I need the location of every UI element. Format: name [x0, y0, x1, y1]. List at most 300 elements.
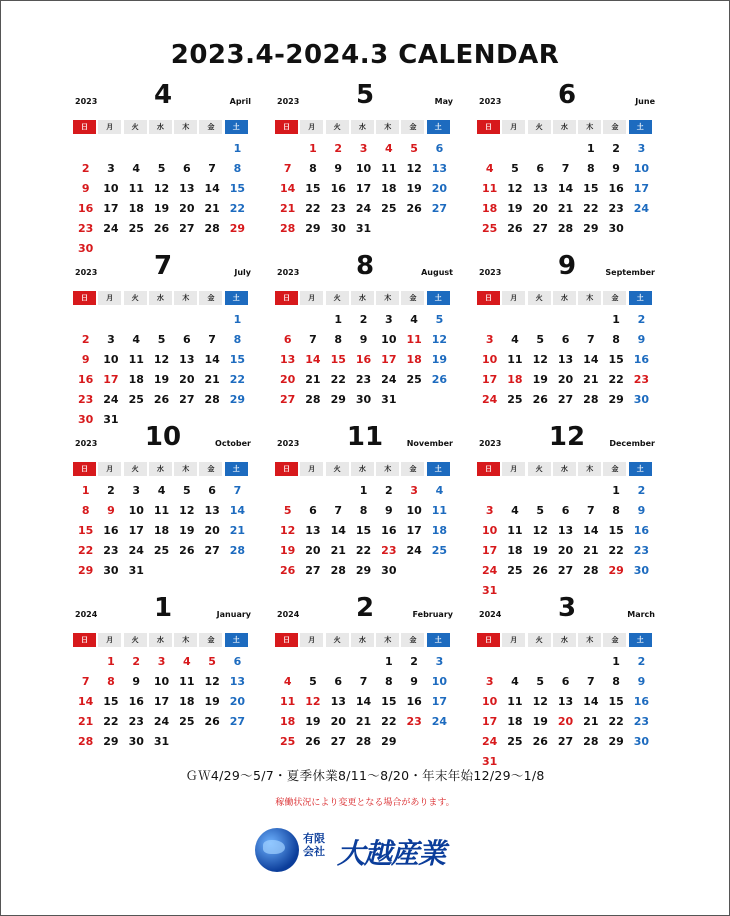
day-cell: 23	[406, 715, 422, 728]
day-grid	[477, 139, 657, 239]
month-number: 10	[144, 422, 182, 452]
empty-cell	[73, 652, 98, 672]
day-cell: 17	[153, 695, 170, 708]
weekday-label: 火	[528, 462, 551, 476]
weekday-label: 火	[326, 291, 349, 305]
day-cell: 3	[107, 162, 115, 175]
day-cell: 18	[179, 695, 195, 708]
day-cell: 8	[233, 333, 242, 346]
month-year: 2023	[277, 268, 300, 277]
day-cell: 12	[179, 504, 195, 517]
day-cell: 20	[305, 544, 321, 557]
day-cell: 21	[355, 715, 372, 728]
day-cell: 5	[536, 675, 545, 688]
day-cell: 5	[157, 333, 166, 346]
month-header	[477, 82, 657, 118]
day-cell: 25	[507, 735, 523, 748]
empty-cell	[477, 652, 502, 672]
day-cell: 16	[103, 524, 119, 537]
weekday-label: 水	[553, 633, 576, 647]
day-cell: 12	[204, 675, 220, 688]
empty-cell	[124, 139, 149, 159]
day-cell: 30	[608, 222, 624, 235]
day-cell: 20	[431, 182, 448, 195]
day-cell: 5	[536, 504, 545, 517]
day-cell: 28	[583, 393, 599, 406]
day-cell: 2	[637, 655, 646, 668]
empty-cell	[553, 652, 578, 672]
day-cell: 18	[128, 373, 144, 386]
empty-cell	[553, 481, 578, 501]
month-number: 6	[557, 80, 577, 110]
day-cell: 24	[128, 544, 144, 557]
day-cell: 20	[330, 715, 346, 728]
weekday-label: 木	[578, 633, 601, 647]
day-cell: 22	[330, 373, 346, 386]
weekday-label: 金	[199, 291, 222, 305]
day-cell: 22	[305, 202, 321, 215]
day-cell: 6	[435, 142, 444, 155]
day-cell: 25	[507, 393, 523, 406]
day-cell: 15	[355, 524, 372, 537]
day-cell: 19	[305, 715, 321, 728]
day-cell: 20	[532, 202, 548, 215]
day-cell: 12	[532, 524, 548, 537]
day-cell: 29	[583, 222, 599, 235]
day-cell: 14	[279, 182, 296, 195]
day-cell: 2	[637, 313, 646, 326]
weekday-label: 火	[326, 120, 349, 134]
day-cell: 7	[283, 162, 292, 175]
weekday-label: 土	[225, 633, 248, 647]
weekday-label: 土	[427, 462, 450, 476]
day-cell: 5	[435, 313, 444, 326]
weekday-label: 金	[603, 120, 626, 134]
logo-company-name: 大越産業	[337, 837, 446, 870]
day-cell: 28	[77, 735, 94, 748]
day-cell: 4	[511, 504, 519, 517]
day-cell: 18	[507, 373, 523, 386]
weekday-label: 土	[225, 120, 248, 134]
day-cell: 8	[385, 675, 393, 688]
empty-cell	[502, 139, 527, 159]
month-header	[275, 253, 455, 289]
day-cell: 11	[179, 675, 195, 688]
weekday-label: 土	[427, 291, 450, 305]
day-cell: 16	[381, 524, 397, 537]
month-year: 2024	[479, 610, 502, 619]
weekday-label: 火	[124, 462, 147, 476]
month-header	[73, 595, 253, 631]
disclaimer-note: 稼働状況により変更となる場合があります。	[275, 798, 455, 808]
day-cell: 4	[410, 313, 418, 326]
weekday-label: 金	[603, 462, 626, 476]
day-cell: 3	[485, 675, 494, 688]
day-cell: 4	[183, 655, 191, 668]
day-cell: 8	[334, 333, 343, 346]
day-cell: 28	[279, 222, 296, 235]
weekday-label: 木	[174, 291, 197, 305]
day-cell: 29	[330, 393, 346, 406]
weekday-header	[477, 120, 657, 134]
month-number: 3	[557, 593, 577, 623]
day-cell: 1	[334, 313, 343, 326]
day-cell: 25	[406, 373, 422, 386]
day-cell: 26	[532, 735, 548, 748]
day-cell: 9	[637, 504, 646, 517]
day-cell: 13	[229, 675, 246, 688]
empty-cell	[528, 310, 553, 330]
day-cell: 20	[557, 373, 574, 386]
day-cell: 15	[608, 524, 624, 537]
day-cell: 18	[431, 524, 448, 537]
day-cell: 30	[633, 393, 650, 406]
weekday-label: 月	[300, 120, 323, 134]
day-cell: 3	[385, 313, 393, 326]
day-cell: 6	[183, 162, 191, 175]
month-english-name: April	[229, 97, 251, 106]
weekday-label: 火	[326, 462, 349, 476]
empty-cell	[326, 652, 351, 672]
day-cell: 26	[153, 393, 170, 406]
day-cell: 8	[81, 504, 90, 517]
weekday-label: 土	[629, 291, 652, 305]
day-cell: 23	[633, 373, 650, 386]
day-cell: 26	[406, 202, 422, 215]
day-cell: 13	[557, 353, 574, 366]
empty-cell	[199, 139, 224, 159]
day-cell: 3	[485, 504, 494, 517]
day-cell: 20	[204, 524, 220, 537]
weekday-header	[477, 633, 657, 647]
day-cell: 17	[481, 544, 498, 557]
empty-cell	[275, 652, 300, 672]
day-cell: 9	[612, 162, 620, 175]
weekday-label: 月	[502, 462, 525, 476]
day-grid	[275, 310, 455, 410]
day-cell: 12	[153, 353, 170, 366]
month-english-name: November	[406, 439, 453, 448]
day-cell: 30	[633, 735, 650, 748]
day-cell: 22	[381, 715, 397, 728]
weekday-label: 月	[98, 120, 121, 134]
day-cell: 17	[128, 524, 144, 537]
day-cell: 19	[431, 353, 448, 366]
day-cell: 12	[305, 695, 321, 708]
month-english-name: September	[605, 268, 655, 277]
weekday-label: 木	[376, 633, 399, 647]
day-cell: 1	[587, 142, 595, 155]
page-title: 2023.4-2024.3 CALENDAR	[170, 40, 560, 70]
day-cell: 4	[132, 333, 141, 346]
day-cell: 20	[557, 544, 574, 557]
day-cell: 30	[77, 242, 94, 255]
empty-cell	[553, 139, 578, 159]
month-year: 2023	[479, 439, 502, 448]
day-cell: 30	[128, 735, 144, 748]
month-august	[275, 253, 455, 423]
day-cell: 9	[107, 504, 115, 517]
day-cell: 19	[507, 202, 523, 215]
weekday-label: 月	[502, 120, 525, 134]
day-cell: 2	[359, 313, 368, 326]
day-cell: 6	[561, 504, 570, 517]
day-cell: 17	[355, 182, 372, 195]
day-cell: 8	[612, 333, 620, 346]
day-cell: 2	[81, 162, 90, 175]
day-cell: 13	[204, 504, 220, 517]
weekday-header	[275, 120, 455, 134]
weekday-label: 水	[149, 462, 172, 476]
weekday-label: 土	[629, 462, 652, 476]
day-cell: 6	[208, 484, 216, 497]
weekday-label: 木	[174, 120, 197, 134]
day-grid	[477, 481, 657, 601]
day-cell: 10	[406, 504, 422, 517]
day-cell: 14	[557, 182, 574, 195]
day-cell: 8	[612, 504, 620, 517]
day-cell: 7	[587, 333, 595, 346]
day-cell: 6	[283, 333, 292, 346]
day-cell: 27	[557, 564, 574, 577]
day-cell: 8	[612, 675, 620, 688]
month-number: 2	[355, 593, 375, 623]
day-cell: 18	[128, 202, 144, 215]
day-cell: 14	[583, 524, 599, 537]
day-cell: 11	[153, 504, 170, 517]
day-cell: 9	[410, 675, 418, 688]
day-cell: 4	[132, 162, 141, 175]
day-cell: 2	[637, 484, 646, 497]
empty-cell	[199, 310, 224, 330]
month-english-name: June	[635, 97, 655, 106]
day-cell: 29	[305, 222, 321, 235]
weekday-header	[477, 291, 657, 305]
day-cell: 13	[431, 162, 448, 175]
weekday-label: 日	[275, 462, 298, 476]
day-cell: 22	[608, 544, 624, 557]
month-header	[73, 253, 253, 289]
weekday-label: 金	[199, 462, 222, 476]
day-cell: 9	[81, 182, 90, 195]
month-number: 8	[355, 251, 375, 281]
day-cell: 16	[633, 524, 650, 537]
day-cell: 26	[204, 715, 220, 728]
weekday-header	[275, 462, 455, 476]
weekday-label: 水	[351, 462, 374, 476]
weekday-header	[73, 120, 253, 134]
empty-cell	[578, 481, 603, 501]
month-english-name: March	[627, 610, 655, 619]
weekday-label: 水	[351, 291, 374, 305]
month-october	[73, 424, 253, 594]
empty-cell	[73, 310, 98, 330]
weekday-label: 土	[629, 633, 652, 647]
day-cell: 30	[355, 393, 372, 406]
day-cell: 17	[406, 524, 422, 537]
day-cell: 14	[330, 524, 346, 537]
weekday-label: 日	[477, 291, 500, 305]
weekday-label: 日	[73, 120, 96, 134]
day-cell: 30	[381, 564, 397, 577]
day-cell: 15	[583, 182, 599, 195]
day-cell: 7	[334, 504, 343, 517]
weekday-label: 月	[300, 291, 323, 305]
day-cell: 29	[608, 735, 624, 748]
day-cell: 1	[612, 313, 620, 326]
day-cell: 1	[612, 655, 620, 668]
weekday-label: 日	[275, 633, 298, 647]
day-cell: 2	[410, 655, 418, 668]
day-cell: 15	[103, 695, 119, 708]
weekday-label: 木	[578, 120, 601, 134]
month-english-name: July	[234, 268, 251, 277]
day-cell: 11	[381, 162, 397, 175]
day-cell: 8	[233, 162, 242, 175]
day-cell: 6	[561, 333, 570, 346]
day-cell: 17	[431, 695, 448, 708]
day-cell: 5	[309, 675, 317, 688]
weekday-label: 水	[553, 291, 576, 305]
weekday-label: 日	[477, 462, 500, 476]
day-cell: 20	[229, 695, 246, 708]
day-cell: 30	[77, 413, 94, 426]
day-cell: 19	[406, 182, 422, 195]
day-cell: 17	[103, 202, 119, 215]
day-cell: 25	[128, 393, 144, 406]
day-cell: 19	[179, 524, 195, 537]
day-cell: 27	[532, 222, 548, 235]
day-cell: 25	[128, 222, 144, 235]
day-cell: 29	[103, 735, 119, 748]
month-year: 2023	[479, 268, 502, 277]
day-cell: 28	[355, 735, 372, 748]
day-cell: 29	[77, 564, 94, 577]
day-cell: 14	[583, 353, 599, 366]
day-cell: 10	[481, 353, 498, 366]
weekday-label: 火	[124, 120, 147, 134]
day-cell: 22	[608, 373, 624, 386]
weekday-label: 土	[427, 633, 450, 647]
weekday-label: 木	[174, 633, 197, 647]
month-header	[477, 424, 657, 460]
day-cell: 25	[507, 564, 523, 577]
day-cell: 3	[637, 142, 646, 155]
day-cell: 12	[431, 333, 448, 346]
weekday-label: 月	[502, 291, 525, 305]
day-cell: 29	[381, 735, 397, 748]
day-cell: 21	[204, 202, 220, 215]
month-header	[477, 595, 657, 631]
day-cell: 18	[153, 524, 170, 537]
day-cell: 18	[406, 353, 422, 366]
month-header	[275, 595, 455, 631]
day-cell: 10	[481, 695, 498, 708]
weekday-label: 木	[376, 462, 399, 476]
day-cell: 27	[557, 735, 574, 748]
month-year: 2023	[75, 439, 98, 448]
day-cell: 22	[103, 715, 119, 728]
empty-cell	[528, 652, 553, 672]
day-cell: 1	[233, 142, 242, 155]
empty-cell	[300, 652, 325, 672]
day-grid	[73, 481, 253, 581]
day-grid	[275, 481, 455, 581]
weekday-header	[73, 633, 253, 647]
empty-cell	[578, 310, 603, 330]
day-cell: 4	[511, 333, 519, 346]
weekday-label: 水	[351, 120, 374, 134]
day-cell: 21	[77, 715, 94, 728]
day-cell: 9	[637, 333, 646, 346]
day-cell: 3	[485, 333, 494, 346]
day-cell: 4	[283, 675, 292, 688]
empty-cell	[275, 139, 300, 159]
day-cell: 15	[608, 695, 624, 708]
day-cell: 24	[633, 202, 650, 215]
day-cell: 16	[355, 353, 372, 366]
weekday-label: 水	[149, 633, 172, 647]
day-cell: 13	[557, 695, 574, 708]
month-english-name: May	[434, 97, 453, 106]
month-year: 2023	[479, 97, 502, 106]
company-logo	[255, 826, 475, 876]
day-cell: 1	[612, 484, 620, 497]
month-year: 2023	[75, 268, 98, 277]
month-number: 5	[355, 80, 375, 110]
day-cell: 16	[330, 182, 346, 195]
day-cell: 24	[103, 222, 119, 235]
day-cell: 7	[208, 333, 216, 346]
day-cell: 21	[204, 373, 220, 386]
day-cell: 8	[107, 675, 115, 688]
weekday-header	[73, 291, 253, 305]
day-cell: 7	[587, 504, 595, 517]
day-grid	[275, 139, 455, 239]
month-header	[73, 82, 253, 118]
day-cell: 1	[385, 655, 393, 668]
empty-cell	[502, 652, 527, 672]
day-cell: 12	[507, 182, 523, 195]
empty-cell	[98, 310, 123, 330]
day-cell: 20	[557, 715, 574, 728]
day-cell: 12	[532, 695, 548, 708]
weekday-label: 日	[477, 633, 500, 647]
day-cell: 7	[359, 675, 368, 688]
day-cell: 31	[381, 393, 397, 406]
weekday-label: 火	[124, 633, 147, 647]
month-year: 2024	[75, 610, 98, 619]
day-cell: 8	[309, 162, 317, 175]
weekday-label: 木	[376, 120, 399, 134]
day-cell: 9	[81, 353, 90, 366]
day-cell: 23	[633, 715, 650, 728]
day-cell: 15	[608, 353, 624, 366]
day-cell: 21	[279, 202, 296, 215]
day-cell: 10	[431, 675, 448, 688]
day-cell: 25	[381, 202, 397, 215]
day-cell: 14	[204, 353, 220, 366]
day-cell: 10	[355, 162, 372, 175]
day-grid	[73, 652, 253, 752]
day-cell: 25	[279, 735, 296, 748]
day-cell: 16	[608, 182, 624, 195]
day-cell: 3	[107, 333, 115, 346]
day-cell: 5	[511, 162, 519, 175]
day-cell: 28	[583, 564, 599, 577]
weekday-label: 金	[199, 633, 222, 647]
month-year: 2023	[277, 439, 300, 448]
